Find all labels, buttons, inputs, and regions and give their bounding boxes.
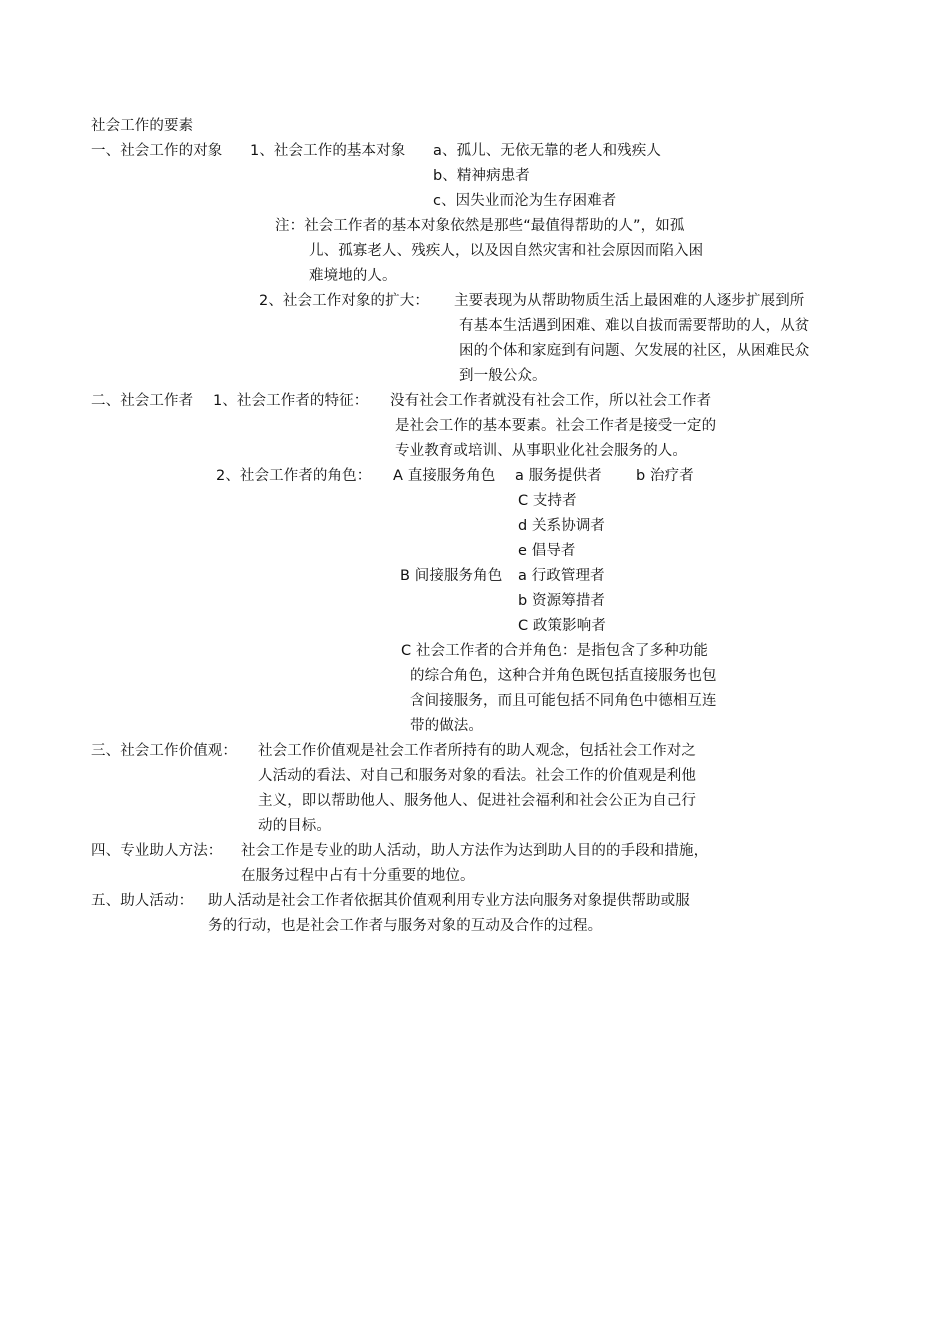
section-2-heading: 二、社会工作者 (91, 393, 194, 409)
section-2-sub1-text-line: 没有社会工作者就没有社会工作，所以社会工作者 (390, 393, 712, 409)
role-c-text-line: 的综合角色，这种合并角色既包括直接服务也包 (410, 668, 717, 684)
section-4-text-line: 社会工作是专业的助人活动，助人方法作为达到助人目的的手段和措施， (241, 843, 709, 859)
section-4-text-line: 在服务过程中占有十分重要的地位。 (241, 868, 475, 884)
section-3-text-line: 动的目标。 (258, 818, 331, 834)
section-1-sub2-label: 2、社会工作对象的扩大： (259, 293, 429, 309)
section-1-sub2-text-line: 困的个体和家庭到有问题、欠发展的社区，从困难民众 (459, 343, 810, 359)
section-1-sub2-text-line: 有基本生活遇到困难、难以自拔而需要帮助的人，从贫 (459, 318, 810, 334)
section-1-heading: 一、社会工作的对象 (91, 143, 223, 159)
section-2-sub1-text-line: 专业教育或培训、从事职业化社会服务的人。 (395, 443, 687, 459)
role-a-item: C 支持者 (518, 493, 577, 509)
section-1-item-c: c、因失业而沦为生存困难者 (433, 193, 617, 209)
section-1-sub2-text-line: 到一般公众。 (459, 368, 547, 384)
section-1-sub1-label: 1、社会工作的基本对象 (250, 143, 406, 159)
role-c-text-line: C 社会工作者的合并角色：是指包含了多种功能 (401, 643, 708, 659)
section-5-text-line: 助人活动是社会工作者依据其价值观利用专业方法向服务对象提供帮助或服 (208, 893, 690, 909)
section-1-note-line: 注：社会工作者的基本对象依然是那些“最值得帮助的人”，如孤 (275, 218, 685, 234)
role-a-label: A 直接服务角色 (393, 468, 496, 484)
role-a-item: e 倡导者 (518, 543, 576, 559)
section-5-heading: 五、助人活动： (91, 893, 194, 909)
document-title: 社会工作的要素 (91, 118, 194, 134)
role-b-item: a 行政管理者 (518, 568, 605, 584)
role-a-item: d 关系协调者 (518, 518, 606, 534)
section-4-heading: 四、专业助人方法： (91, 843, 223, 859)
section-1-sub2-text-line: 主要表现为从帮助物质生活上最困难的人逐步扩展到所 (454, 293, 805, 309)
section-2-sub1-text-line: 是社会工作的基本要素。社会工作者是接受一定的 (395, 418, 717, 434)
section-1-note-line: 难境地的人。 (309, 268, 397, 284)
role-c-text-line: 带的做法。 (410, 718, 483, 734)
role-a-item: b 治疗者 (636, 468, 694, 484)
role-c-text-line: 含间接服务，而且可能包括不同角色中德相互连 (410, 693, 717, 709)
role-b-item: b 资源筹措者 (518, 593, 606, 609)
section-3-text-line: 主义，即以帮助他人、服务他人、促进社会福利和社会公正为自己行 (258, 793, 696, 809)
role-b-label: B 间接服务角色 (400, 568, 503, 584)
section-1-item-b: b、精神病患者 (433, 168, 530, 184)
section-3-text-line: 人活动的看法、对自己和服务对象的看法。社会工作的价值观是利他 (258, 768, 696, 784)
section-3-text-line: 社会工作价值观是社会工作者所持有的助人观念，包括社会工作对之 (258, 743, 696, 759)
section-1-item-a: a、孤儿、无依无靠的老人和残疾人 (433, 143, 661, 159)
section-1-note-line: 儿、孤寡老人、残疾人，以及因自然灾害和社会原因而陷入困 (309, 243, 704, 259)
section-5-text-line: 务的行动，也是社会工作者与服务对象的互动及合作的过程。 (208, 918, 603, 934)
section-3-heading: 三、社会工作价值观： (91, 743, 237, 759)
section-2-sub2-label: 2、社会工作者的角色： (216, 468, 372, 484)
section-2-sub1-label: 1、社会工作者的特征： (213, 393, 369, 409)
role-a-item: a 服务提供者 (515, 468, 602, 484)
role-b-item: C 政策影响者 (518, 618, 606, 634)
